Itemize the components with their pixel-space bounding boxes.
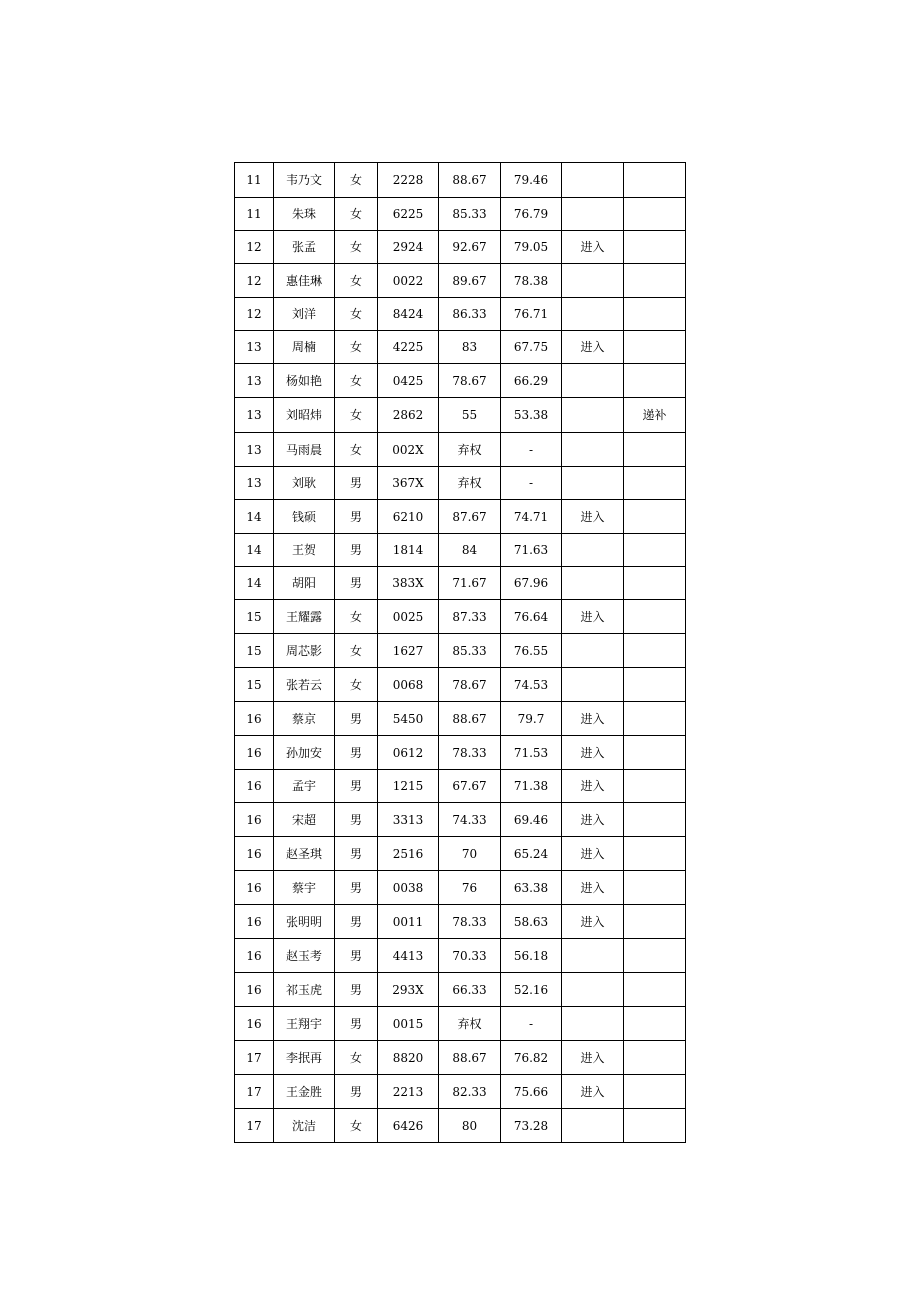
status-cell	[562, 198, 624, 231]
table-row	[235, 567, 686, 600]
group-cell: 12	[235, 231, 274, 264]
note-cell	[624, 567, 686, 600]
score-cell: 弃权	[439, 467, 501, 500]
note-cell	[624, 198, 686, 231]
score-cell: 88.67	[439, 702, 501, 736]
status-cell: 进入	[562, 770, 624, 803]
score-cell: 66.33	[439, 973, 501, 1007]
status-cell	[562, 973, 624, 1007]
score-cell: 弃权	[439, 433, 501, 467]
name-cell: 赵圣琪	[274, 837, 335, 871]
id-cell: 2516	[378, 837, 439, 871]
id-cell: 4413	[378, 939, 439, 973]
id-cell: 1627	[378, 634, 439, 668]
status-cell	[562, 433, 624, 467]
id-cell: 6426	[378, 1109, 439, 1143]
score-cell: 71.67	[439, 567, 501, 600]
status-cell: 进入	[562, 905, 624, 939]
status-cell	[562, 534, 624, 567]
note-cell	[624, 331, 686, 364]
gender-cell: 女	[335, 264, 378, 298]
id-cell: 6210	[378, 500, 439, 534]
id-cell: 2924	[378, 231, 439, 264]
gender-cell: 男	[335, 837, 378, 871]
name-cell: 韦乃文	[274, 163, 335, 198]
name-cell: 王耀露	[274, 600, 335, 634]
score-cell: 92.67	[439, 231, 501, 264]
status-cell	[562, 567, 624, 600]
gender-cell: 女	[335, 364, 378, 398]
table-row	[235, 668, 686, 702]
group-cell: 12	[235, 264, 274, 298]
score-cell: 88.67	[439, 1041, 501, 1075]
score-cell: 89.67	[439, 264, 501, 298]
total-cell: 79.05	[501, 231, 562, 264]
gender-cell: 女	[335, 1041, 378, 1075]
name-cell: 杨如艳	[274, 364, 335, 398]
score-cell: 70	[439, 837, 501, 871]
group-cell: 16	[235, 939, 274, 973]
table-row	[235, 1075, 686, 1109]
total-cell: 71.53	[501, 736, 562, 770]
id-cell: 0425	[378, 364, 439, 398]
gender-cell: 女	[335, 634, 378, 668]
gender-cell: 女	[335, 433, 378, 467]
note-cell	[624, 298, 686, 331]
gender-cell: 男	[335, 905, 378, 939]
group-cell: 13	[235, 433, 274, 467]
table-row	[235, 163, 686, 198]
name-cell: 沈洁	[274, 1109, 335, 1143]
id-cell: 2862	[378, 398, 439, 433]
table-row	[235, 939, 686, 973]
group-cell: 14	[235, 534, 274, 567]
score-cell: 83	[439, 331, 501, 364]
name-cell: 朱珠	[274, 198, 335, 231]
table-row	[235, 534, 686, 567]
id-cell: 367X	[378, 467, 439, 500]
total-cell: 56.18	[501, 939, 562, 973]
total-cell: 53.38	[501, 398, 562, 433]
note-cell	[624, 668, 686, 702]
status-cell: 进入	[562, 702, 624, 736]
group-cell: 15	[235, 634, 274, 668]
id-cell: 0015	[378, 1007, 439, 1041]
status-cell: 进入	[562, 1075, 624, 1109]
group-cell: 16	[235, 1007, 274, 1041]
status-cell	[562, 298, 624, 331]
id-cell: 2228	[378, 163, 439, 198]
status-cell: 进入	[562, 837, 624, 871]
note-cell	[624, 905, 686, 939]
id-cell: 3313	[378, 803, 439, 837]
name-cell: 惠佳琳	[274, 264, 335, 298]
gender-cell: 女	[335, 668, 378, 702]
total-cell: 73.28	[501, 1109, 562, 1143]
total-cell: 58.63	[501, 905, 562, 939]
gender-cell: 男	[335, 1007, 378, 1041]
gender-cell: 男	[335, 567, 378, 600]
table-row	[235, 364, 686, 398]
score-cell: 78.67	[439, 364, 501, 398]
gender-cell: 男	[335, 939, 378, 973]
gender-cell: 男	[335, 770, 378, 803]
table-row	[235, 231, 686, 264]
id-cell: 0068	[378, 668, 439, 702]
name-cell: 张若云	[274, 668, 335, 702]
score-cell: 84	[439, 534, 501, 567]
status-cell: 进入	[562, 871, 624, 905]
total-cell: 71.63	[501, 534, 562, 567]
table-body	[235, 163, 686, 1143]
table-row	[235, 1007, 686, 1041]
name-cell: 孙加安	[274, 736, 335, 770]
total-cell: 63.38	[501, 871, 562, 905]
group-cell: 16	[235, 973, 274, 1007]
results-table	[234, 162, 686, 1143]
table-row	[235, 702, 686, 736]
group-cell: 16	[235, 736, 274, 770]
name-cell: 周芯影	[274, 634, 335, 668]
gender-cell: 女	[335, 231, 378, 264]
note-cell	[624, 702, 686, 736]
id-cell: 6225	[378, 198, 439, 231]
note-cell	[624, 634, 686, 668]
table-row	[235, 433, 686, 467]
group-cell: 17	[235, 1109, 274, 1143]
id-cell: 1814	[378, 534, 439, 567]
group-cell: 13	[235, 364, 274, 398]
id-cell: 002X	[378, 433, 439, 467]
total-cell: 67.75	[501, 331, 562, 364]
gender-cell: 男	[335, 1075, 378, 1109]
note-cell	[624, 770, 686, 803]
table-row	[235, 264, 686, 298]
name-cell: 马雨晨	[274, 433, 335, 467]
total-cell: 74.53	[501, 668, 562, 702]
group-cell: 16	[235, 770, 274, 803]
group-cell: 14	[235, 500, 274, 534]
score-cell: 87.67	[439, 500, 501, 534]
note-cell	[624, 939, 686, 973]
score-cell: 86.33	[439, 298, 501, 331]
group-cell: 16	[235, 702, 274, 736]
status-cell	[562, 939, 624, 973]
status-cell	[562, 264, 624, 298]
note-cell	[624, 1109, 686, 1143]
group-cell: 15	[235, 600, 274, 634]
table-row	[235, 973, 686, 1007]
name-cell: 刘洋	[274, 298, 335, 331]
score-cell: 78.33	[439, 905, 501, 939]
gender-cell: 女	[335, 398, 378, 433]
gender-cell: 女	[335, 331, 378, 364]
name-cell: 王金胜	[274, 1075, 335, 1109]
name-cell: 赵玉考	[274, 939, 335, 973]
id-cell: 8424	[378, 298, 439, 331]
name-cell: 孟宇	[274, 770, 335, 803]
group-cell: 13	[235, 467, 274, 500]
group-cell: 13	[235, 398, 274, 433]
total-cell: 65.24	[501, 837, 562, 871]
note-cell	[624, 364, 686, 398]
score-cell: 55	[439, 398, 501, 433]
table-row	[235, 634, 686, 668]
id-cell: 2213	[378, 1075, 439, 1109]
status-cell: 进入	[562, 1041, 624, 1075]
table-row	[235, 803, 686, 837]
note-cell	[624, 433, 686, 467]
group-cell: 17	[235, 1075, 274, 1109]
id-cell: 0025	[378, 600, 439, 634]
total-cell: 52.16	[501, 973, 562, 1007]
name-cell: 刘耿	[274, 467, 335, 500]
status-cell: 进入	[562, 231, 624, 264]
id-cell: 293X	[378, 973, 439, 1007]
status-cell: 进入	[562, 600, 624, 634]
id-cell: 0612	[378, 736, 439, 770]
table-row	[235, 837, 686, 871]
name-cell: 李抿再	[274, 1041, 335, 1075]
name-cell: 宋超	[274, 803, 335, 837]
total-cell: 78.38	[501, 264, 562, 298]
table-row	[235, 398, 686, 433]
status-cell: 进入	[562, 500, 624, 534]
total-cell: -	[501, 433, 562, 467]
total-cell: 75.66	[501, 1075, 562, 1109]
gender-cell: 女	[335, 163, 378, 198]
id-cell: 383X	[378, 567, 439, 600]
total-cell: 76.55	[501, 634, 562, 668]
total-cell: 74.71	[501, 500, 562, 534]
table-row	[235, 736, 686, 770]
score-cell: 74.33	[439, 803, 501, 837]
status-cell	[562, 467, 624, 500]
table-row	[235, 600, 686, 634]
total-cell: 76.82	[501, 1041, 562, 1075]
table-row	[235, 331, 686, 364]
status-cell: 进入	[562, 736, 624, 770]
table-row	[235, 500, 686, 534]
status-cell	[562, 634, 624, 668]
name-cell: 钱硕	[274, 500, 335, 534]
table-row	[235, 298, 686, 331]
id-cell: 1215	[378, 770, 439, 803]
name-cell: 王翔宇	[274, 1007, 335, 1041]
note-cell	[624, 1007, 686, 1041]
name-cell: 胡阳	[274, 567, 335, 600]
group-cell: 11	[235, 163, 274, 198]
group-cell: 15	[235, 668, 274, 702]
note-cell	[624, 1075, 686, 1109]
group-cell: 12	[235, 298, 274, 331]
group-cell: 16	[235, 871, 274, 905]
id-cell: 5450	[378, 702, 439, 736]
name-cell: 张明明	[274, 905, 335, 939]
name-cell: 刘昭炜	[274, 398, 335, 433]
gender-cell: 女	[335, 198, 378, 231]
total-cell: 67.96	[501, 567, 562, 600]
gender-cell: 男	[335, 467, 378, 500]
note-cell	[624, 231, 686, 264]
table-row	[235, 1109, 686, 1143]
gender-cell: 男	[335, 973, 378, 1007]
score-cell: 70.33	[439, 939, 501, 973]
id-cell: 0022	[378, 264, 439, 298]
total-cell: 66.29	[501, 364, 562, 398]
score-cell: 78.33	[439, 736, 501, 770]
note-cell	[624, 1041, 686, 1075]
name-cell: 周楠	[274, 331, 335, 364]
table-row	[235, 905, 686, 939]
gender-cell: 女	[335, 298, 378, 331]
total-cell: 76.64	[501, 600, 562, 634]
total-cell: 76.71	[501, 298, 562, 331]
name-cell: 张孟	[274, 231, 335, 264]
note-cell	[624, 803, 686, 837]
id-cell: 8820	[378, 1041, 439, 1075]
name-cell: 王贺	[274, 534, 335, 567]
note-cell	[624, 871, 686, 905]
note-cell	[624, 837, 686, 871]
total-cell: 69.46	[501, 803, 562, 837]
gender-cell: 男	[335, 803, 378, 837]
note-cell: 递补	[624, 398, 686, 433]
gender-cell: 男	[335, 702, 378, 736]
table-row	[235, 467, 686, 500]
note-cell	[624, 467, 686, 500]
score-cell: 82.33	[439, 1075, 501, 1109]
note-cell	[624, 534, 686, 567]
group-cell: 13	[235, 331, 274, 364]
gender-cell: 男	[335, 736, 378, 770]
score-cell: 弃权	[439, 1007, 501, 1041]
total-cell: 71.38	[501, 770, 562, 803]
table-row	[235, 198, 686, 231]
score-cell: 87.33	[439, 600, 501, 634]
note-cell	[624, 736, 686, 770]
group-cell: 17	[235, 1041, 274, 1075]
total-cell: 79.7	[501, 702, 562, 736]
status-cell: 进入	[562, 331, 624, 364]
status-cell: 进入	[562, 803, 624, 837]
gender-cell: 男	[335, 534, 378, 567]
name-cell: 祁玉虎	[274, 973, 335, 1007]
gender-cell: 女	[335, 600, 378, 634]
score-cell: 85.33	[439, 198, 501, 231]
status-cell	[562, 398, 624, 433]
group-cell: 14	[235, 567, 274, 600]
note-cell	[624, 500, 686, 534]
group-cell: 16	[235, 837, 274, 871]
status-cell	[562, 1109, 624, 1143]
total-cell: 79.46	[501, 163, 562, 198]
group-cell: 11	[235, 198, 274, 231]
status-cell	[562, 364, 624, 398]
name-cell: 蔡京	[274, 702, 335, 736]
table-row	[235, 1041, 686, 1075]
score-cell: 88.67	[439, 163, 501, 198]
total-cell: -	[501, 467, 562, 500]
gender-cell: 男	[335, 871, 378, 905]
group-cell: 16	[235, 803, 274, 837]
score-cell: 78.67	[439, 668, 501, 702]
gender-cell: 男	[335, 500, 378, 534]
id-cell: 0038	[378, 871, 439, 905]
note-cell	[624, 600, 686, 634]
gender-cell: 女	[335, 1109, 378, 1143]
note-cell	[624, 264, 686, 298]
group-cell: 16	[235, 905, 274, 939]
status-cell	[562, 668, 624, 702]
total-cell: -	[501, 1007, 562, 1041]
table-row	[235, 770, 686, 803]
note-cell	[624, 973, 686, 1007]
note-cell	[624, 163, 686, 198]
status-cell	[562, 163, 624, 198]
status-cell	[562, 1007, 624, 1041]
name-cell: 蔡宇	[274, 871, 335, 905]
id-cell: 4225	[378, 331, 439, 364]
total-cell: 76.79	[501, 198, 562, 231]
score-cell: 67.67	[439, 770, 501, 803]
id-cell: 0011	[378, 905, 439, 939]
score-cell: 80	[439, 1109, 501, 1143]
score-cell: 76	[439, 871, 501, 905]
table-row	[235, 871, 686, 905]
score-cell: 85.33	[439, 634, 501, 668]
